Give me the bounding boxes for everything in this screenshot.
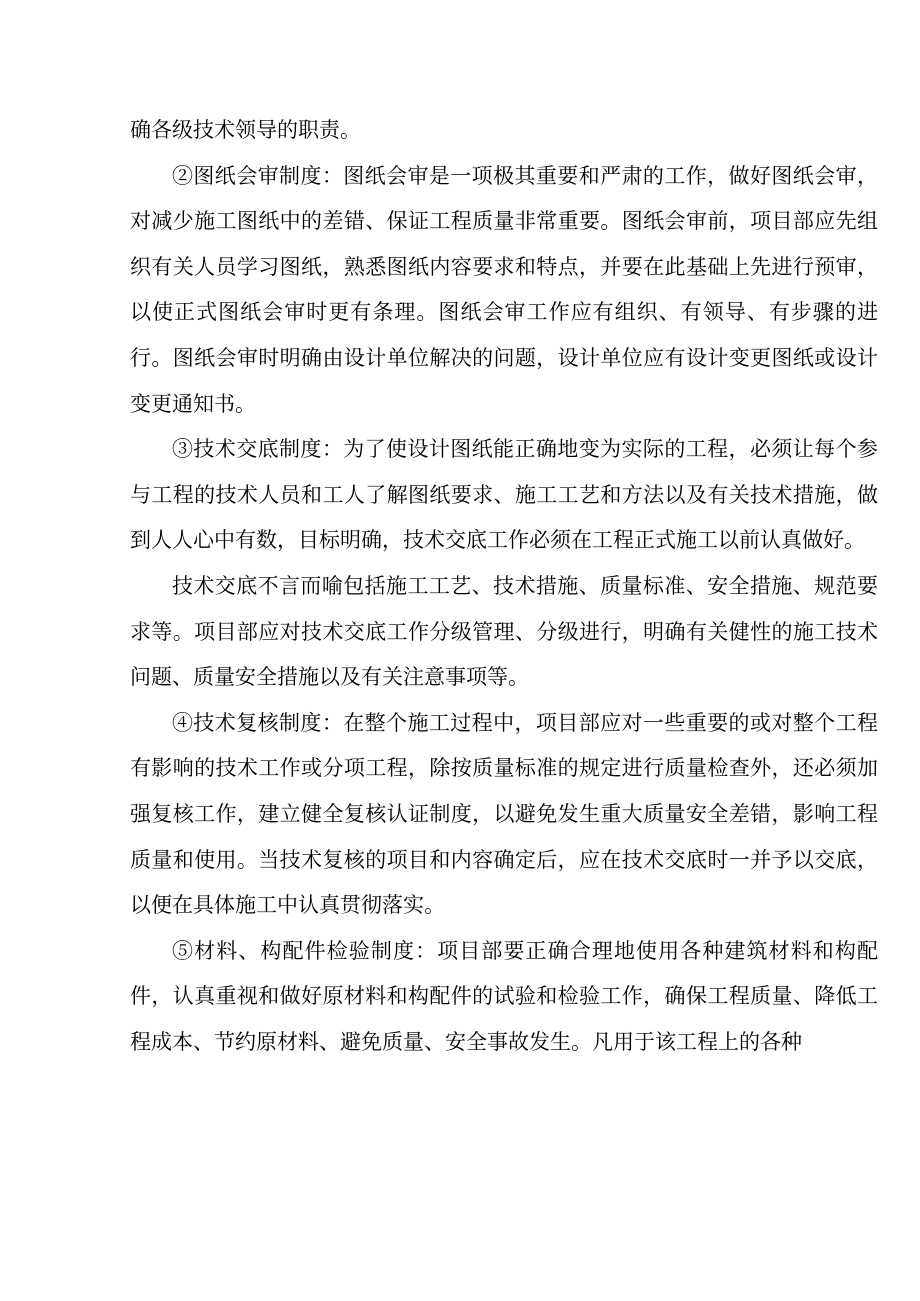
paragraph-technical-recheck: ④技术复核制度：在整个施工过程中，项目部应对一些重要的或对整个工程有影响的技术工作或分项工程，除按质量标准的规定进行质量检查外，还必须加强复核工作，建立健全复核认证制度，以避免发生重大质量安全差错，影响工程质量和使用。当技术复核的项目和内容确定后，应在技术交底时一并予以交底，以便在具体施工中认真贯彻落实。 bbox=[130, 710, 878, 918]
paragraph-technical-briefing: ③技术交底制度：为了使设计图纸能正确地变为实际的工程，必须让每个参与工程的技术人员和工人了解图纸要求、施工工艺和方法以及有关技术措施，做到人人心中有数，目标明确，技术交底工作必须在工程正式施工以前认真做好。 bbox=[130, 437, 878, 553]
paragraph-continuation: 确各级技术领导的职责。 bbox=[130, 118, 361, 142]
body-text bbox=[130, 108, 878, 1065]
paragraph-briefing-content: 技术交底不言而喻包括施工工艺、技术措施、质量标准、安全措施、规范要求等。项目部应对技术交底工作分级管理、分级进行，明确有关健性的施工技术问题、质量安全措施以及有关注意事项等。 bbox=[130, 573, 878, 690]
paragraph-material-inspection: ⑤材料、构配件检验制度：项目部要正确合理地使用各种建筑材料和构配件，认真重视和做好原材料和构配件的试验和检验工作，确保工程质量、降低工程成本、节约原材料、避免质量、安全事故发生。凡用于该工程上的各种 bbox=[130, 938, 878, 1054]
paragraph-drawing-review: ②图纸会审制度：图纸会审是一项极其重要和严肃的工作，做好图纸会审，对减少施工图纸中的差错、保证工程质量非常重要。图纸会审前，项目部应先组织有关人员学习图纸，熟悉图纸内容要求和特点，并要在此基础上先进行预审，以使正式图纸会审时更有条理。图纸会审工作应有组织、有领导、有步骤的进行。图纸会审时明确由设计单位解决的问题，设计单位应有设计变更图纸或设计变更通知书。 bbox=[130, 163, 878, 416]
